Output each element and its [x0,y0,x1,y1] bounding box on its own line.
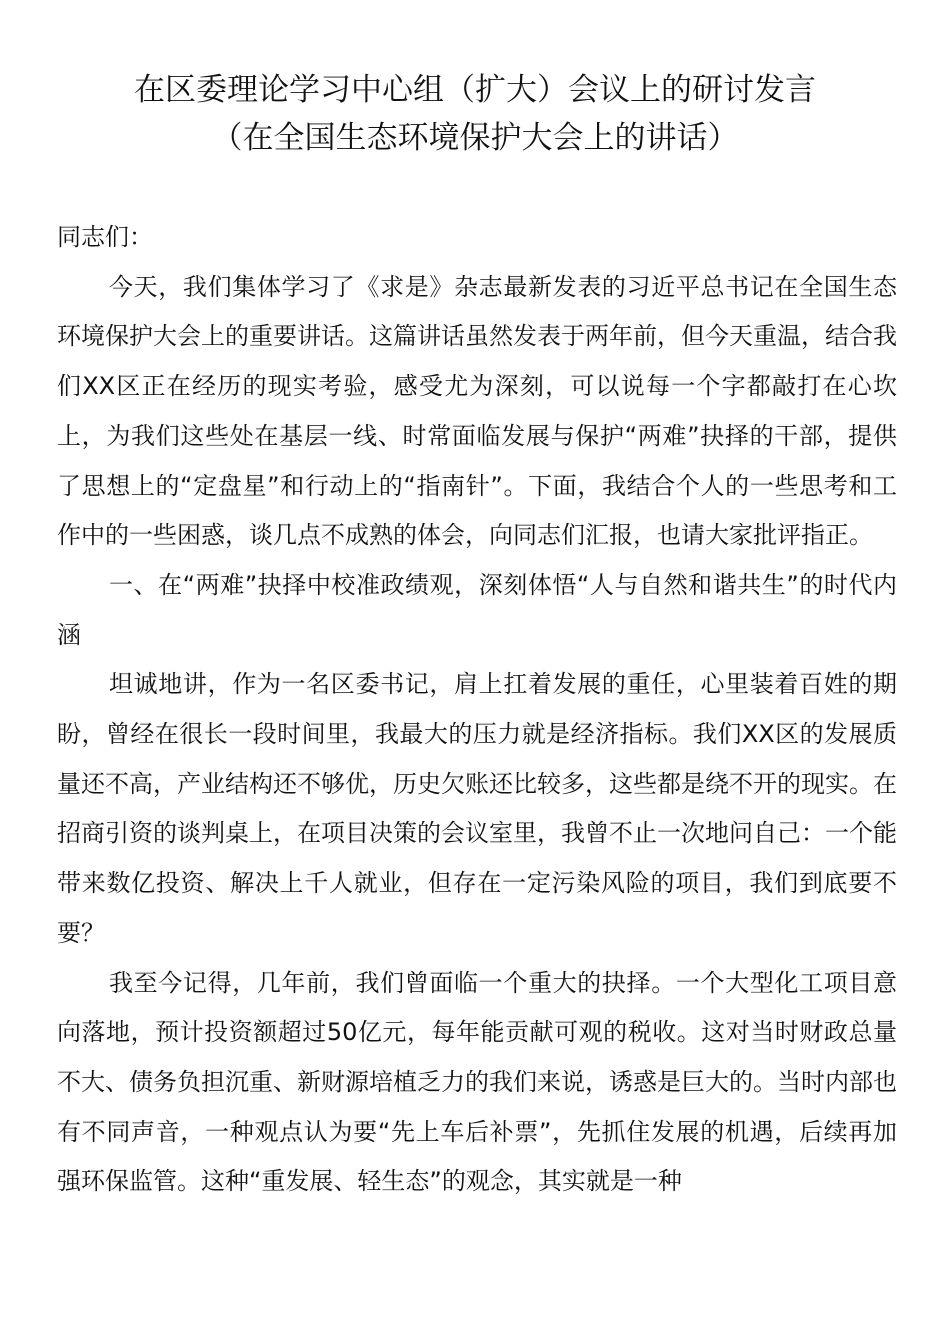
document-body [57,213,897,1207]
document-title-line-2: （在全国生态环境保护大会上的讲话） [211,120,739,156]
document-title-line-1: 在区委理论学习中心组（扩大）会议上的研讨发言 [134,72,816,108]
section-heading-1: 一、在“两难”抉择中校准政绩观，深刻体悟“人与自然和谐共生”的时代内涵 [57,570,897,649]
paragraph-2: 我至今记得，几年前，我们曾面临一个重大的抉择。一个大型化工项目意向落地，预计投资额超过50亿元，每年能贡献可观的税收。这对当时财政总量不大、债务负担沉重、新财源培植乏力的我们来说，诱惑是巨大的。当时内部也有不同声音，一种观点认为要“先上车后补票”，先抓住发展的机遇，后续再加强环保监管。这种“重发展、轻生态”的观念，其实就是一种 [57,968,897,1196]
paragraph-1: 坦诚地讲，作为一名区委书记，肩上扛着发展的重任，心里装着百姓的期盼，曾经在很长一段时间里，我最大的压力就是经济指标。我们XX区的发展质量还不高，产业结构还不够优，历史欠账还比较多，这些都是绕不开的现实。在招商引资的谈判桌上，在项目决策的会议室里，我曾不止一次地问自己：一个能带来数亿投资、解决上千人就业，但存在一定污染风险的项目，我们到底要不要？ [57,670,897,947]
paragraph-intro: 今天，我们集体学习了《求是》杂志最新发表的习近平总书记在全国生态环境保护大会上的重要讲话。这篇讲话虽然发表于两年前，但今天重温，结合我们XX区正在经历的现实考验，感受尤为深刻，可以说每一个字都敲打在心坎上，为我们这些处在基层一线、时常面临发展与保护“两难”抉择的干部，提供了思想上的“定盘星”和行动上的“指南针”。下面，我结合个人的一些思考和工作中的一些困惑，谈几点不成熟的体会，向同志们汇报，也请大家批评指正。 [57,272,897,550]
salutation: 同志们： [57,223,153,251]
